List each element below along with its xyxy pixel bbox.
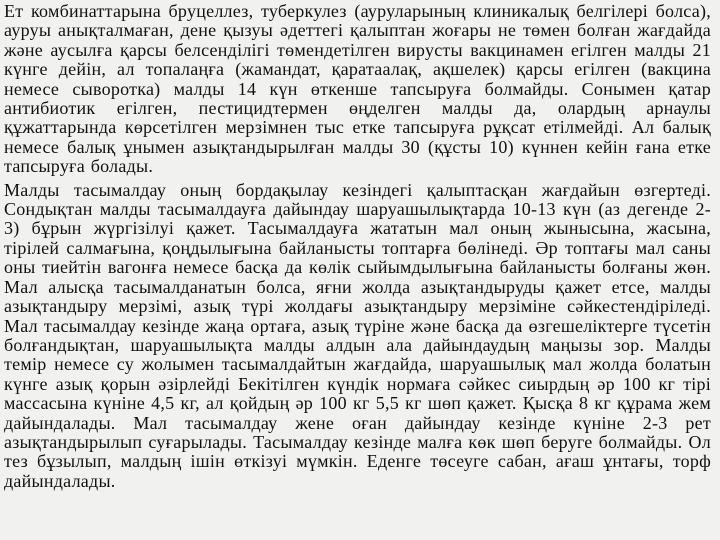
- paragraph-1: Ет комбинаттарына бруцеллез, туберкулез (ауруларының клиникалық белгілері болса), ауруы анықталмаған, дене қызуы әдеттегі қалыптан жоғары не төмен болған жағдайда және аусылға қарсы белсенділігі төмендетілген вирусты вакцинамен егілген малды 21 күнге дейін, ал топалаңға (жамандат, қаратаалақ, ақшелек) қарсы егілген (вакцина немесе сыворотка) малды 14 күн өткенше тапсыруға болмайды. Сонымен қатар антибиотик егілген, пестицидтермен өңделген малды да, олардың арнаулы құжаттарында көрсетілген мерзімнен тыс етке тапсыруға рұқсат етілмейді. Ал балық немесе балық ұнымен азықтандырылған малды 30 (құсты 10) күннен кейін ғана етке тапсыруға болады.: [4, 1, 711, 177]
- document-text: [4, 2, 711, 495]
- paragraph-2: Малды тасымалдау оның бордақылау кезіндегі қалыптасқан жағдайын өзгертеді. Сондықтан малды тасымалдауға дайындау шаруашылықтарда 10-13 күн (аз дегенде 2-3) бұрын жүргізілуі қажет. Тасымалдауға жататын мал оның жынысына, жасына, тірілей салмағына, қоңдылығына байланысты топтарға бөлінеді. Әр топтағы мал саны оны тиейтін вагонға немесе басқа да көлік сыйымдылығына байланысты болғаны жөн. Мал алысқа тасымалданатын болса, яғни жолда азықтандыруды қажет етсе, малды азықтандыру мерзімі, азық түрі жолдағы азықтандыру мерзіміне сәйкестендіріледі. Мал тасымалдау кезінде жаңа ортаға, азық түріне және басқа да өзгешеліктерге түсетін болғандықтан, шаруашылықта малды алдын ала дайындаудың маңызы зор. Малды темір немесе су жолымен тасымалдайтын жағдайда, шаруашылық мал жолда болатын күнге азық қорын әзірлейді Бекітілген күндік нормаға сәйкес сиырдың әр 100 кг тірі массасына күніне 4,5 кг, ал қойдың әр 100 кг 5,5 кг шөп қажет. Қысқа 8 кг құрама жем дайындалады. Мал тасымалдау жене оған дайындау кезінде күніне 2-3 рет азықтандырылып суғарылады. Тасымалдау кезінде малға көк шөп беруге болмайды. Ол тез бұзылып, малдың ішін өткізуі мүмкін. Еденге төсеуге сабан, ағаш ұнтағы, торф дайындалады.: [4, 179, 711, 491]
